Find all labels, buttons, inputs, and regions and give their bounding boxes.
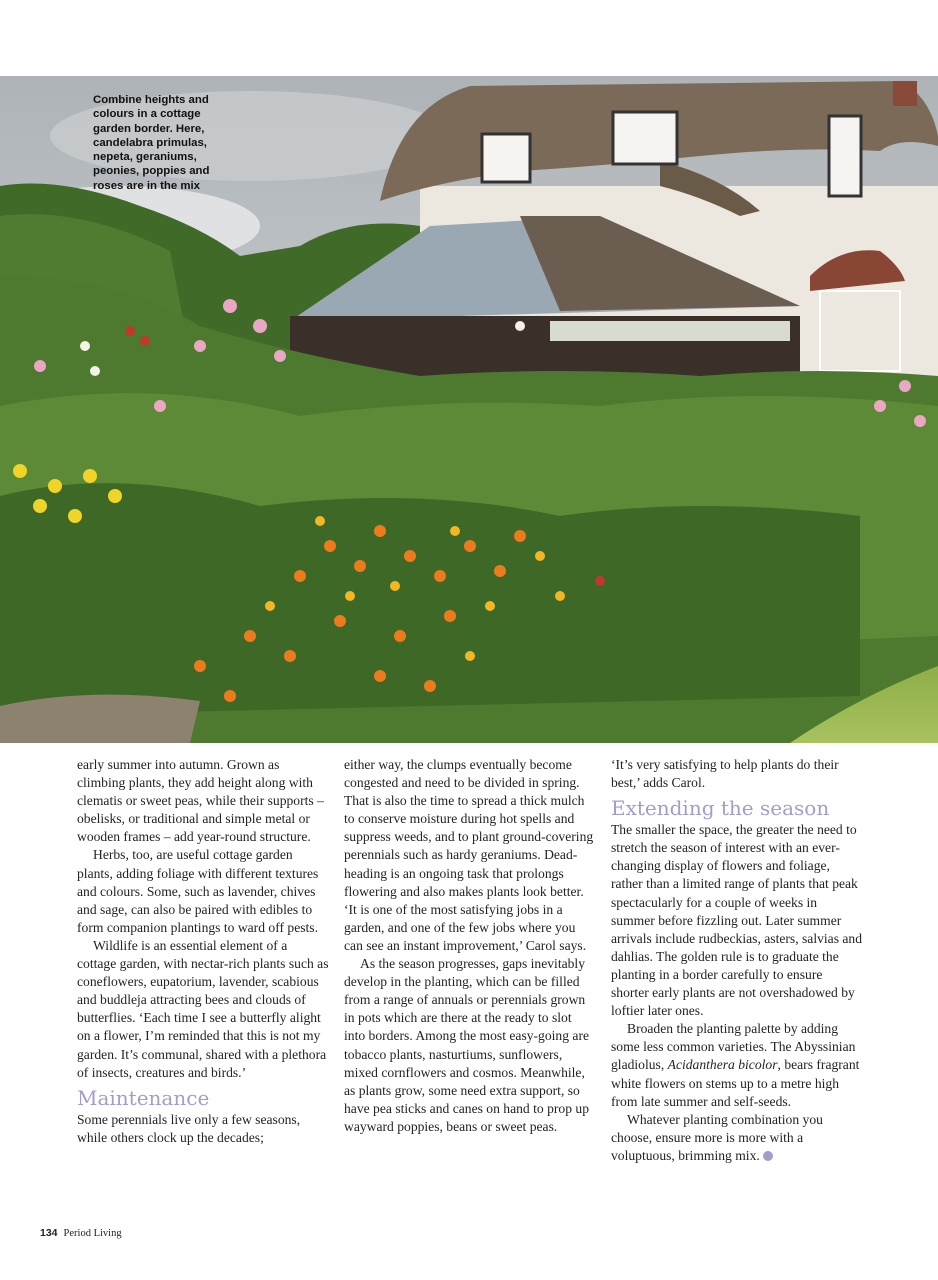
photo-caption: Combine heights and colours in a cottage garden border. Here, candelabra primulas, nepeta, geraniums, peonies, poppies and roses are in the mix <box>93 94 210 192</box>
end-mark-icon <box>763 1151 773 1161</box>
text-column-3 <box>611 756 863 1165</box>
body-paragraph: The smaller the space, the greater the need to stretch the season of interest with an ever-changing display of flowers and foliage, rather than a limited range of plants that peak spectacularly for a couple of weeks in summer before fizzling out. Later summer arrivals include rudbeckias, asters, salvias and dahlias. The golden rule is to graduate the planting in a border carefully to ensure shorter early plants are not overshadowed by loftier later ones. <box>611 822 863 1019</box>
body-paragraph: Herbs, too, are useful cottage garden plants, adding foliage with different textures and colours. Some, such as lavender, chives and sage, can also be paired with edibles to form companion plantings to ward off pests. <box>77 847 319 935</box>
magazine-name: Period Living <box>63 1228 122 1239</box>
text-run: Broaden the planting palette by adding some less common varieties. The Abyssinian gladiolus, <box>611 1021 856 1073</box>
page-footer <box>40 1227 122 1239</box>
section-heading-maintenance: Maintenance <box>77 1085 210 1110</box>
body-paragraph <box>611 1111 863 1165</box>
text-run: , bears fragrant white flowers on stems up to a metre high from late summer and self-seeds. <box>611 1057 860 1109</box>
text-run: Whatever planting combination you choose, ensure more is more with a voluptuous, brimming mix. <box>611 1111 823 1163</box>
plant-latin-name: Acidanthera bicolor <box>667 1057 778 1073</box>
text-column-1 <box>77 756 329 1147</box>
text-column-2 <box>344 756 596 1136</box>
body-paragraph: As the season progresses, gaps inevitably develop in the planting, which can be filled from a range of annuals or perennials grown in pots which are there at the ready to slot into borders. Among the most easy-going are tobacco plants, nasturtiums, sunflowers, mixed cornflowers and cosmos. Meanwhile, as plants grow, some need extra support, so have pea sticks and canes on hand to prop up wayward poppies, beans or sweet peas. <box>344 956 590 1134</box>
body-paragraph <box>611 1020 863 1110</box>
body-paragraph: Some perennials live only a few seasons, while others clock up the decades; <box>77 1111 301 1145</box>
body-paragraph: early summer into autumn. Grown as climbing plants, they add height along with clematis or sweet peas, while their supports – obelisks, or traditional and simple metal or wooden frames – add year-round structure. <box>77 757 324 845</box>
body-paragraph: either way, the clumps eventually become congested and need to be divided in spring. That is also the time to spread a thick mulch to conserve moisture during hot spells and suppress weeds, and to plant ground-covering perennials such as hardy geraniums. Dead-heading is an ongoing task that prolongs flowering and also makes plants look better. ‘It is one of the most satisfying jobs in a garden, and one of the few jobs where you can see an instant improvement,’ Carol says. <box>344 757 594 953</box>
page-number: 134 <box>40 1227 58 1239</box>
body-paragraph: Wildlife is an essential element of a cottage garden, with nectar-rich plants such as coneflowers, eupatorium, lavender, scabious and buddleja attracting bees and clouds of butterflies. ‘Each time I see a butterfly alight on a flower, I’m reminded that this is not my garden. It’s communal, shared with a plethora of insects, creatures and birds.’ <box>77 937 329 1080</box>
body-paragraph: ‘It’s very satisfying to help plants do their best,’ adds Carol. <box>611 757 839 791</box>
section-heading-extending-the-season: Extending the season <box>611 796 830 821</box>
